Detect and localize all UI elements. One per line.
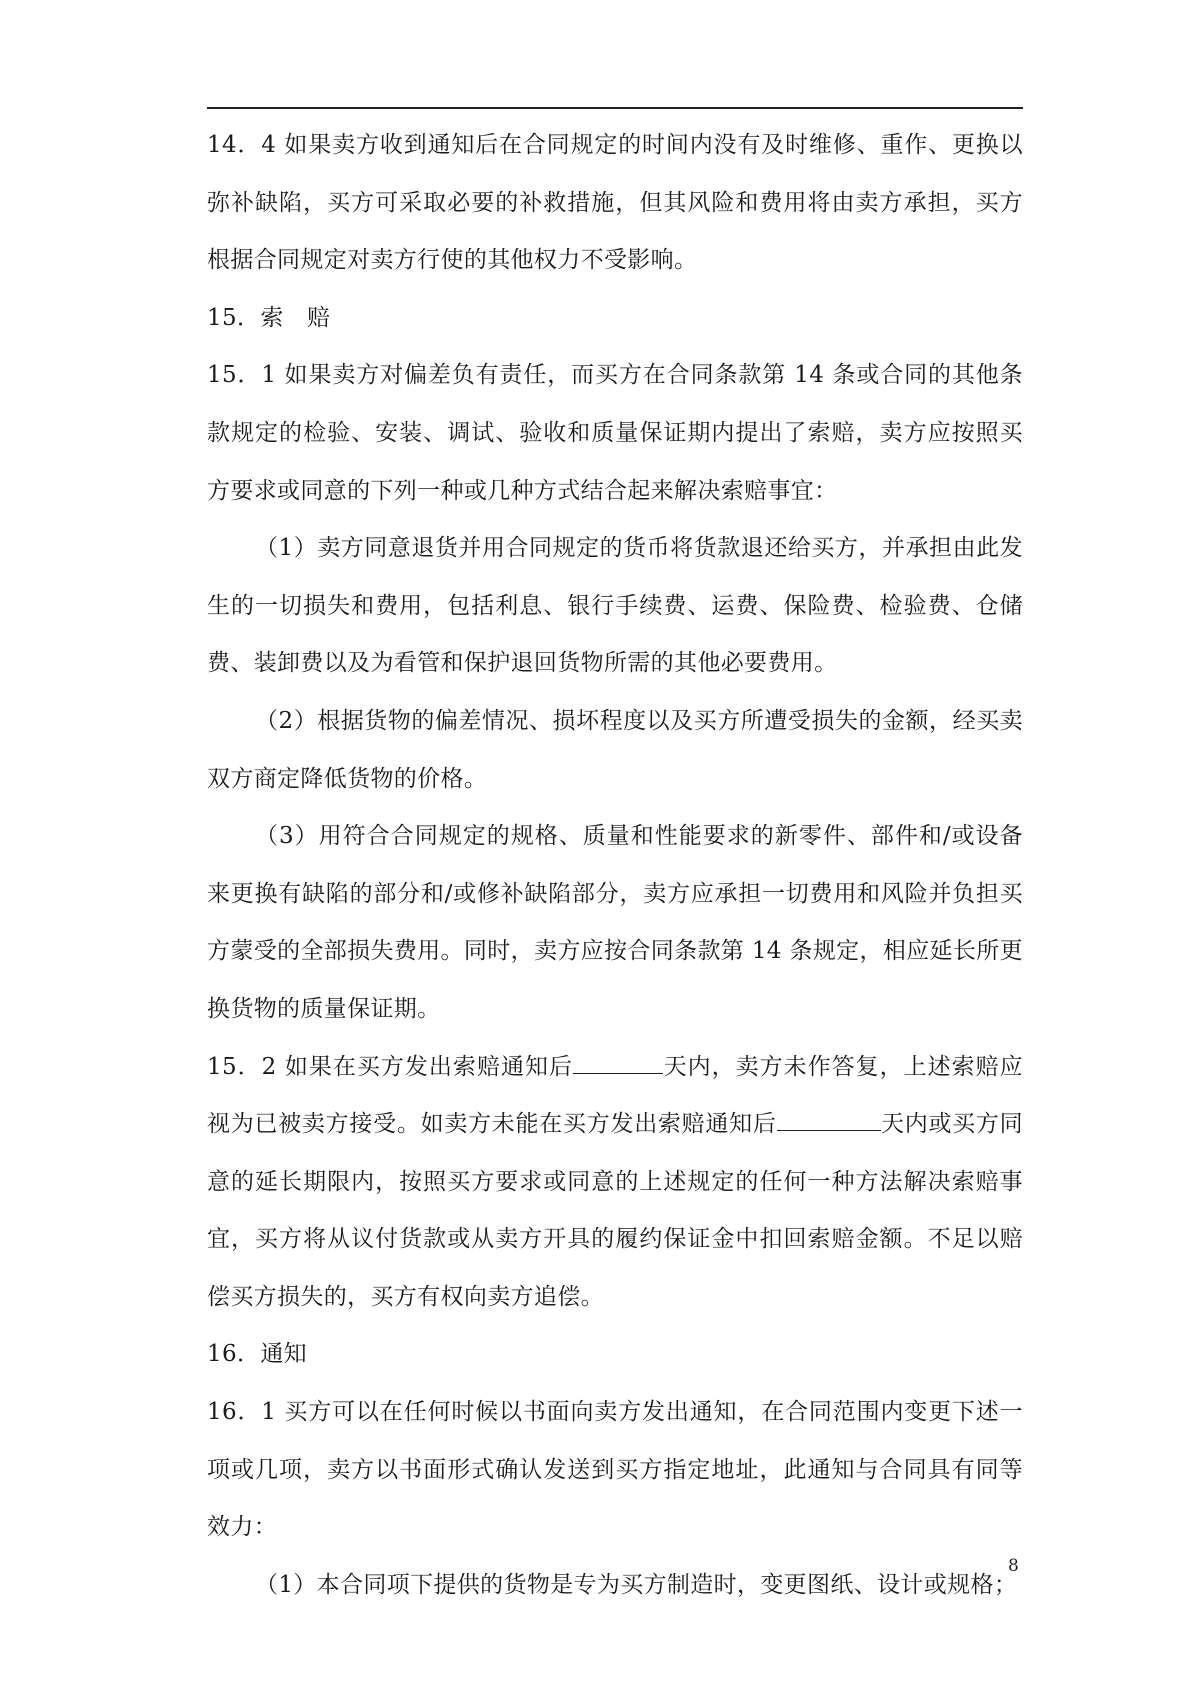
clause-16-1: 16．1 买方可以在任何时候以书面向卖方发出通知，在合同范围内变更下述一项或几项，卖方以书面形式确认发送到买方指定地址，此通知与合同具有同等效力： — [207, 1399, 1023, 1541]
heading-15-claims: 15．索 赔 — [207, 304, 331, 331]
document-body — [207, 117, 1023, 1614]
clause-15-1-item-2: （2）根据货物的偏差情况、损坏程度以及买方所遭受损失的金额，经买卖双方商定降低货物的价格。 — [207, 707, 1023, 792]
clause-15-1: 15．1 如果卖方对偏差负有责任，而买方在合同条款第 14 条或合同的其他条款规定的检验、安装、调试、验收和质量保证期内提出了索赔，卖方应按照买方要求或同意的下列一种或几种方式结合起来解决索赔事宜： — [207, 362, 1023, 504]
clause-15-2 — [207, 1039, 1023, 1327]
clause-16-1-item-1: （1）本合同项下提供的货物是专为买方制造时，变更图纸、设计或规格； — [255, 1571, 1018, 1598]
clause-15-2-text-c: 天内或买方同意的延长期限内，按照买方要求或同意的上述规定的任何一种方法解决索赔事宜，买方将从议付货款或从卖方开具的履约保证金中扣回索赔金额。不足以赔偿买方损失的，买方有权向卖方追偿。 — [207, 1111, 1023, 1310]
header-rule — [207, 107, 1023, 109]
clause-15-2-text-a: 15．2 如果在买方发出索赔通知后 — [207, 1053, 573, 1080]
clause-14-4: 14．4 如果卖方收到通知后在合同规定的时间内没有及时维修、重作、更换以弥补缺陷，买方可采取必要的补救措施，但其风险和费用将由卖方承担，买方根据合同规定对卖方行使的其他权力不受影响。 — [207, 132, 1023, 274]
clause-15-1-item-3: （3）用符合合同规定的规格、质量和性能要求的新零件、部件和/或设备来更换有缺陷的部分和/或修补缺陷部分，卖方应承担一切费用和风险并负担买方蒙受的全部损失费用。同时，卖方应按合同条款第 14 条规定，相应延长所更换货物的质量保证期。 — [207, 823, 1023, 1022]
days-blank-field[interactable] — [777, 1108, 881, 1131]
clause-15-1-item-1: （1）卖方同意退货并用合同规定的货币将货款退还给买方，并承担由此发生的一切损失和费用，包括利息、银行手续费、运费、保险费、检验费、仓储费、装卸费以及为看管和保护退回货物所需的其他必要费用。 — [207, 535, 1023, 677]
page-number: 8 — [1008, 1556, 1019, 1576]
days-blank-field[interactable] — [573, 1051, 663, 1074]
heading-16-notice: 16．通知 — [207, 1341, 308, 1368]
clause-15-2-text-b: 天内，卖方未作答复，上述索赔应视为已被卖方接受。如卖方未能在买方发出索赔通知后 — [207, 1053, 1023, 1138]
